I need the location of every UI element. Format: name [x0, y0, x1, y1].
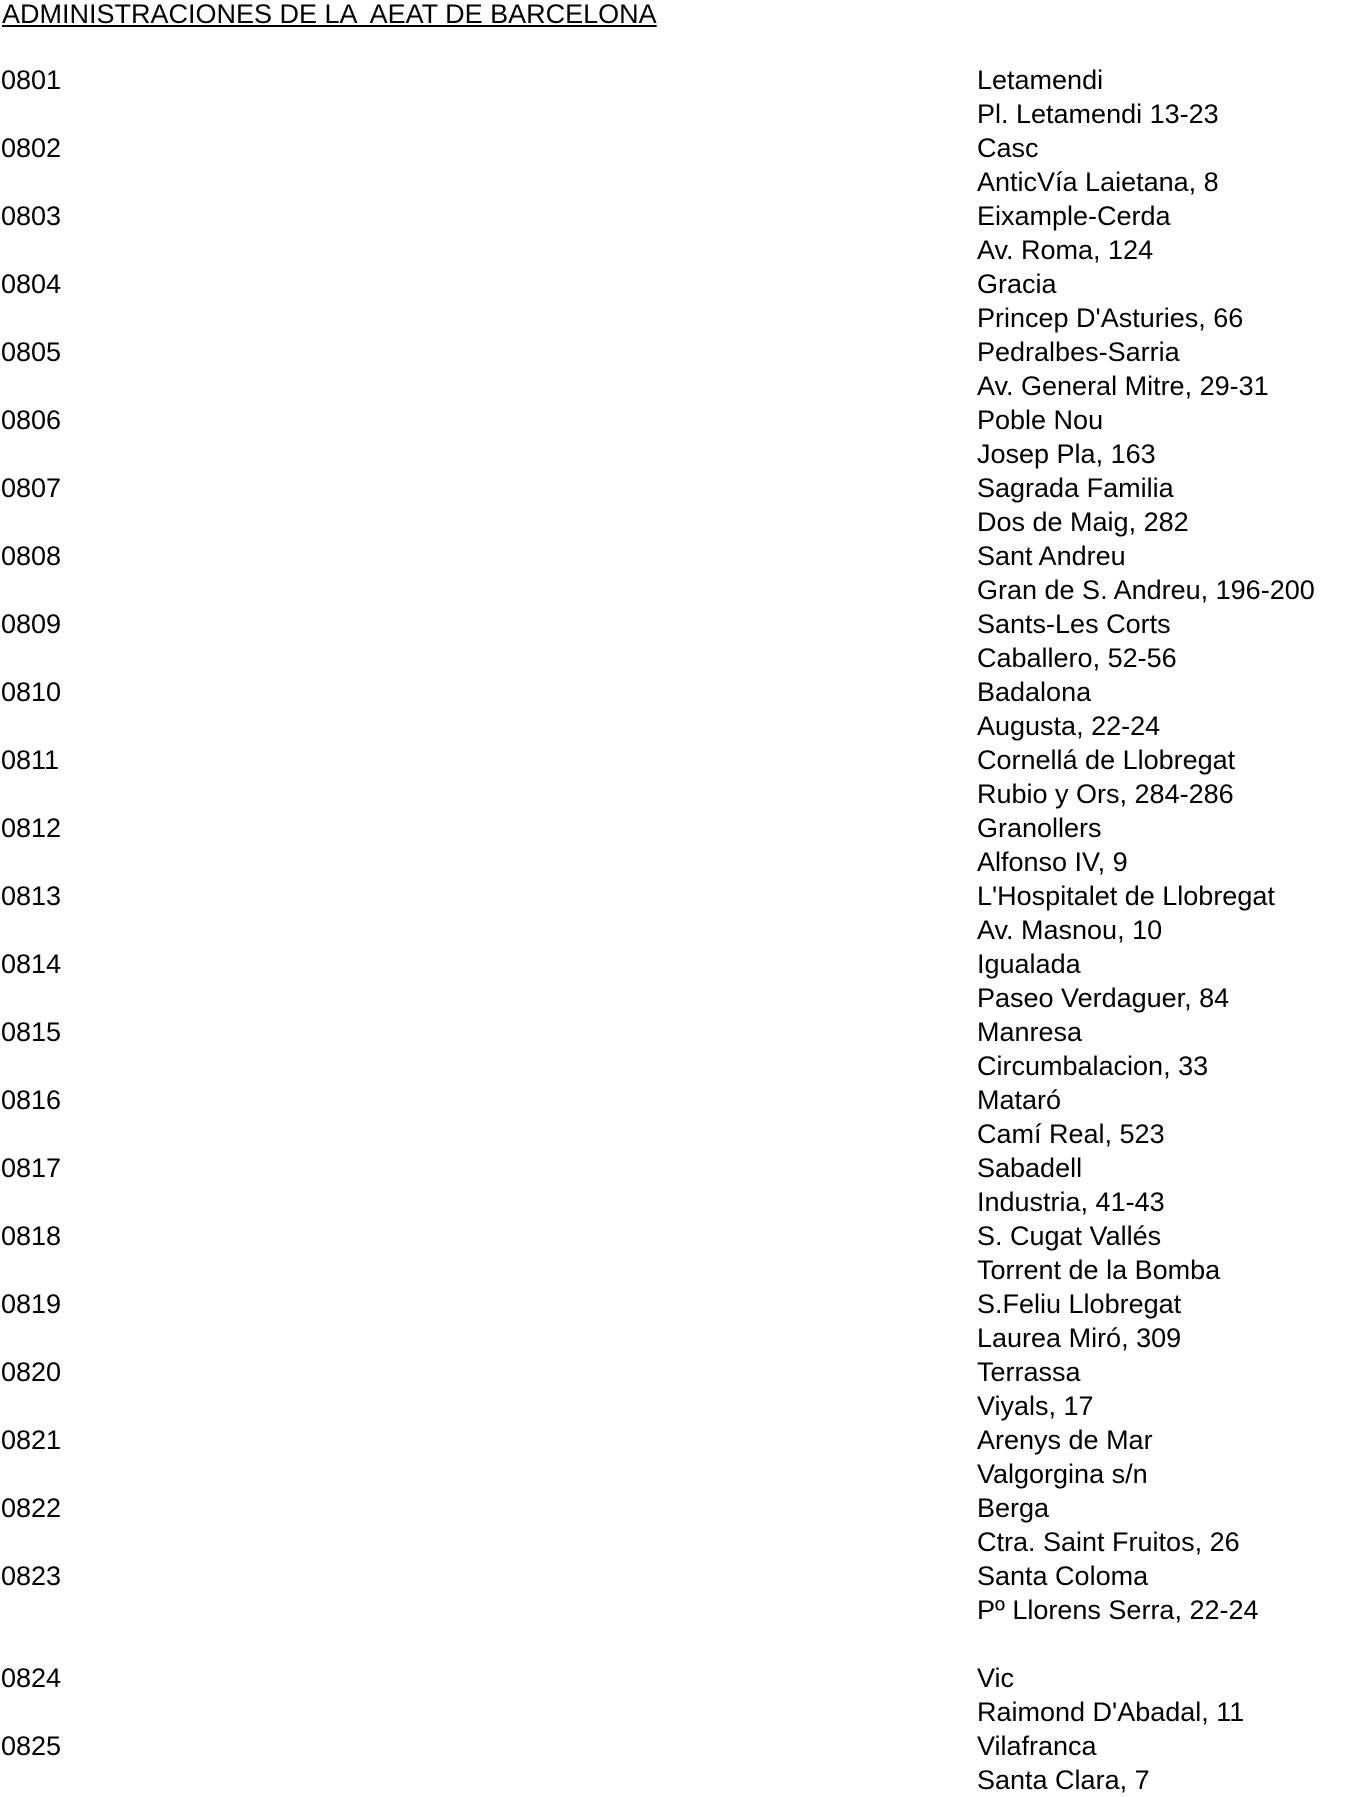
list-item	[0, 1661, 1346, 1729]
office-name: S. Cugat Vallés	[977, 1221, 1162, 1251]
list-item	[0, 131, 1346, 199]
list-item	[0, 403, 1346, 471]
office-address: Av. General Mitre, 29-31	[977, 371, 1269, 401]
list-item	[0, 1491, 1346, 1559]
office-code: 0812	[1, 813, 62, 843]
office-address: Industria, 41-43	[977, 1187, 1165, 1217]
office-address: Torrent de la Bomba	[977, 1255, 1221, 1285]
office-address: Laurea Miró, 309	[977, 1323, 1182, 1353]
office-address: Ctra. Saint Fruitos, 26	[977, 1527, 1240, 1557]
list-item	[0, 1015, 1346, 1083]
office-code: 0809	[1, 609, 62, 639]
list-item	[0, 1287, 1346, 1355]
office-address: Pº Llorens Serra, 22-24	[977, 1595, 1259, 1625]
office-address: Circumbalacion, 33	[977, 1051, 1209, 1081]
list-item	[0, 607, 1346, 675]
office-name: Berga	[977, 1493, 1050, 1523]
office-address: Santa Clara, 7	[977, 1765, 1150, 1795]
list-item	[0, 1559, 1346, 1661]
office-code: 0804	[1, 269, 62, 299]
list-item	[0, 1083, 1346, 1151]
office-name: Eixample-Cerda	[977, 201, 1171, 231]
office-name: Sants-Les Corts	[977, 609, 1171, 639]
office-name: Sagrada Familia	[977, 473, 1174, 503]
office-code: 0817	[1, 1153, 62, 1183]
office-name: Santa Coloma	[977, 1561, 1149, 1591]
office-address: Viyals, 17	[977, 1391, 1094, 1421]
office-address: Av. Masnou, 10	[977, 915, 1163, 945]
office-name: Vilafranca	[977, 1731, 1097, 1761]
list-item	[0, 947, 1346, 1015]
administration-list	[0, 63, 1346, 1797]
office-name: L'Hospitalet de Llobregat	[977, 881, 1275, 911]
list-item	[0, 335, 1346, 403]
list-item	[0, 743, 1346, 811]
office-name: Igualada	[977, 949, 1081, 979]
office-code: 0810	[1, 677, 62, 707]
office-name: Sabadell	[977, 1153, 1083, 1183]
office-code: 0820	[1, 1357, 62, 1387]
office-name: Granollers	[977, 813, 1102, 843]
office-code: 0816	[1, 1085, 62, 1115]
office-code: 0801	[1, 65, 62, 95]
list-item	[0, 879, 1346, 947]
office-code: 0808	[1, 541, 62, 571]
office-address: Camí Real, 523	[977, 1119, 1165, 1149]
office-name: Pedralbes-Sarria	[977, 337, 1180, 367]
office-code: 0802	[1, 133, 62, 163]
office-code: 0824	[1, 1663, 62, 1693]
list-item	[0, 1151, 1346, 1219]
office-address: Caballero, 52-56	[977, 643, 1177, 673]
office-code: 0814	[1, 949, 62, 979]
office-code: 0807	[1, 473, 62, 503]
office-code: 0805	[1, 337, 62, 367]
office-code: 0823	[1, 1561, 62, 1591]
list-item	[0, 811, 1346, 879]
list-item	[0, 1355, 1346, 1423]
office-code: 0811	[1, 745, 60, 775]
office-address: Augusta, 22-24	[977, 711, 1161, 741]
list-item	[0, 1219, 1346, 1287]
office-address: Pl. Letamendi 13-23	[977, 99, 1219, 129]
office-code: 0825	[1, 1731, 62, 1761]
list-item	[0, 267, 1346, 335]
office-code: 0821	[1, 1425, 62, 1455]
office-address: Av. Roma, 124	[977, 235, 1154, 265]
office-address: Princep D'Asturies, 66	[977, 303, 1244, 333]
office-address: Raimond D'Abadal, 11	[977, 1697, 1245, 1727]
office-name: Casc	[977, 133, 1039, 163]
page-title: ADMINISTRACIONES DE LA AEAT DE BARCELONA	[2, 0, 657, 29]
office-name: Vic	[977, 1663, 1015, 1693]
office-address: Rubio y Ors, 284-286	[977, 779, 1234, 809]
office-address: Josep Pla, 163	[977, 439, 1156, 469]
office-address: Gran de S. Andreu, 196-200	[977, 575, 1315, 605]
office-address: AnticVía Laietana, 8	[977, 167, 1219, 197]
office-code: 0803	[1, 201, 62, 231]
list-item	[0, 675, 1346, 743]
office-name: Poble Nou	[977, 405, 1104, 435]
office-code: 0819	[1, 1289, 62, 1319]
list-item	[0, 1423, 1346, 1491]
office-code: 0813	[1, 881, 62, 911]
office-address: Valgorgina s/n	[977, 1459, 1148, 1489]
office-address: Dos de Maig, 282	[977, 507, 1189, 537]
office-address: Paseo Verdaguer, 84	[977, 983, 1230, 1013]
office-name: Mataró	[977, 1085, 1062, 1115]
office-name: Terrassa	[977, 1357, 1081, 1387]
office-code: 0806	[1, 405, 62, 435]
list-item	[0, 199, 1346, 267]
office-name: Cornellá de Llobregat	[977, 745, 1236, 775]
office-name: Badalona	[977, 677, 1092, 707]
list-item	[0, 63, 1346, 131]
office-name: Letamendi	[977, 65, 1104, 95]
list-item	[0, 471, 1346, 539]
list-item	[0, 539, 1346, 607]
office-name: S.Feliu Llobregat	[977, 1289, 1182, 1319]
office-name: Arenys de Mar	[977, 1425, 1153, 1455]
office-name: Manresa	[977, 1017, 1083, 1047]
office-name: Sant Andreu	[977, 541, 1126, 571]
office-address: Alfonso IV, 9	[977, 847, 1128, 877]
office-code: 0815	[1, 1017, 62, 1047]
office-code: 0818	[1, 1221, 62, 1251]
office-code: 0822	[1, 1493, 62, 1523]
office-name: Gracia	[977, 269, 1057, 299]
